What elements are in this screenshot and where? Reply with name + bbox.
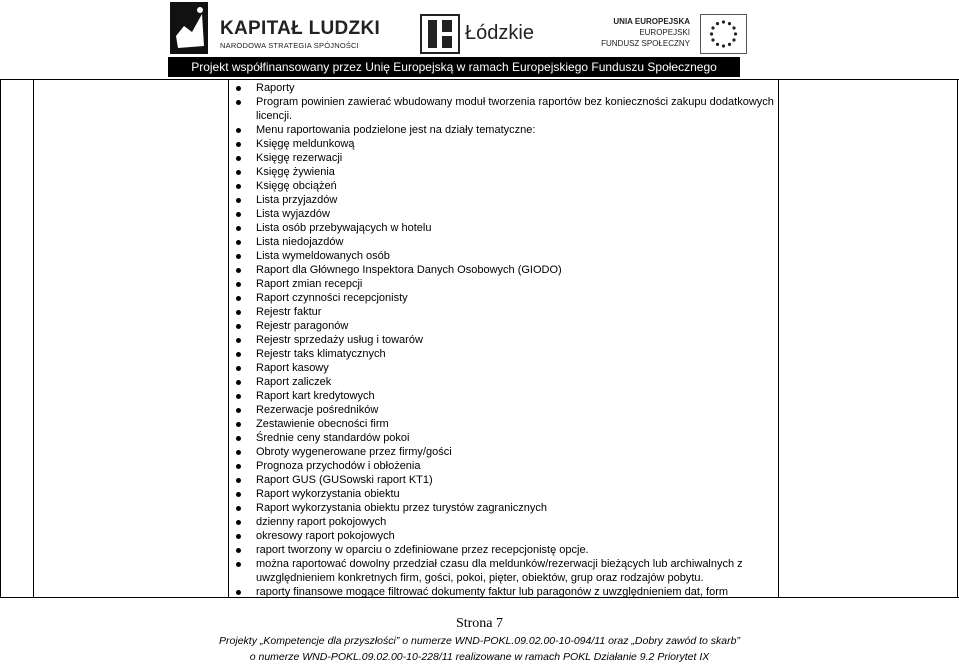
list-item: Zestawienie obecności firm [236,417,776,431]
lodzkie-logo [420,14,550,56]
bullet-icon [236,478,241,483]
bullet-icon [236,268,241,273]
bullet-icon [236,548,241,553]
list-item: Średnie ceny standardów pokoi [236,431,776,445]
bullet-icon [236,338,241,343]
list-item: raport tworzony w oparciu o zdefiniowane przez recepcjonistę opcje. [236,543,776,557]
list-item: Raporty [236,81,776,95]
bullet-icon [236,296,241,301]
project-banner: Projekt współfinansowany przez Unię Europejską w ramach Europejskiego Funduszu Społecznego [168,57,740,77]
bullet-icon [236,520,241,525]
bullet-icon [236,324,241,329]
eu-line-1: UNIA EUROPEJSKA [613,17,690,26]
bullet-icon [236,86,241,91]
eu-line-3: FUNDUSZ SPOŁECZNY [601,39,690,48]
bullet-icon [236,506,241,511]
list-item: Raport wykorzystania obiektu przez turystów zagranicznych [236,501,776,515]
list-item: Lista osób przebywających w hotelu [236,221,776,235]
bullet-icon [236,590,241,595]
bullet-icon [236,226,241,231]
bullet-icon [236,170,241,175]
lodzkie-text: Łódzkie [465,22,534,44]
list-item: Obroty wygenerowane przez firmy/gości [236,445,776,459]
kapital-ludzki-logo [170,2,381,56]
page-number: Strona 7 [455,616,504,631]
list-item: Lista niedojazdów [236,235,776,249]
bullet-icon [236,380,241,385]
table-col-divider [778,79,779,598]
list-item: Raport dla Głównego Inspektora Danych Osobowych (GIODO) [236,263,776,277]
list-item: Rejestr paragonów [236,319,776,333]
table-col-divider [33,79,34,598]
bullet-icon [236,450,241,455]
bullet-icon [236,128,241,133]
table-col-divider [228,79,229,598]
bullet-icon [236,562,241,567]
list-item: Raport wykorzystania obiektu [236,487,776,501]
list-item: Raport czynności recepcjonisty [236,291,776,305]
bullet-icon [236,184,241,189]
bullet-icon [236,534,241,539]
bullet-icon [236,212,241,217]
bullet-icon [236,254,241,259]
list-item: okresowy raport pokojowych [236,529,776,543]
list-item: Menu raportowania podzielone jest na działy tematyczne: [236,123,776,137]
bullet-icon [236,464,241,469]
bullet-icon [236,422,241,427]
list-item: raporty finansowe mogące filtrować dokumenty faktur lub paragonów z uwzględnieniem dat, form [236,585,776,599]
list-item: Prognoza przychodów i obłożenia [236,459,776,473]
list-item: Raport zaliczek [236,375,776,389]
footer-line-1: Projekty „Kompetencje dla przyszłości” o numerze WND-POKL.09.02.00-10-094/11 oraz „Dobry zawód to skarb” [219,635,740,647]
list-item: Rejestr faktur [236,305,776,319]
list-item: można raportować dowolny przedział czasu dla meldunków/rezerwacji bieżących lub archiwalnych z uwzględnieniem konkretnych firm, gości, pokoi, pięter, obiektów, grup oraz rodzajów pobytu. [236,557,776,585]
kapital-ludzki-subtitle: NARODOWA STRATEGIA SPÓJNOŚCI [220,41,359,50]
list-item: Lista wyjazdów [236,207,776,221]
list-item: Księgę żywienia [236,165,776,179]
bullet-icon [236,198,241,203]
bullet-icon [236,394,241,399]
list-item: Lista wymeldowanych osób [236,249,776,263]
list-item: Księgę meldunkową [236,137,776,151]
bullet-icon [236,142,241,147]
list-item: dzienny raport pokojowych [236,515,776,529]
bullet-icon [236,436,241,441]
kapital-ludzki-title: KAPITAŁ LUDZKI [220,18,381,39]
bullet-icon [236,310,241,315]
table-col-divider [957,79,958,598]
footer-line-2: o numerze WND-POKL.09.02.00-10-228/11 realizowane w ramach POKL Działanie 9.2 Priorytet IX [249,651,710,663]
list-item: Raport kart kredytowych [236,389,776,403]
report-list [236,81,776,599]
list-item: Raport zmian recepcji [236,277,776,291]
list-item: Lista przyjazdów [236,193,776,207]
list-item: Rejestr taks klimatycznych [236,347,776,361]
list-item: Księgę rezerwacji [236,151,776,165]
bullet-icon [236,240,241,245]
eu-logo [600,12,750,56]
bullet-icon [236,282,241,287]
bullet-icon [236,100,241,105]
bullet-icon [236,492,241,497]
eu-line-2: EUROPEJSKI [639,28,690,37]
kapital-ludzki-flag-icon [170,2,208,54]
eu-flag-icon [700,14,747,54]
list-item: Raport kasowy [236,361,776,375]
bullet-icon [236,366,241,371]
list-item: Program powinien zawierać wbudowany moduł tworzenia raportów bez konieczności zakupu dodatkowych licencji. [236,95,776,123]
list-item: Księgę obciążeń [236,179,776,193]
list-item: Rezerwacje pośredników [236,403,776,417]
table-top-border [0,79,959,80]
bullet-icon [236,352,241,357]
lodzkie-emblem-icon [420,14,460,54]
bullet-icon [236,408,241,413]
eu-text [600,16,690,49]
list-item: Raport GUS (GUSowski raport KT1) [236,473,776,487]
bullet-icon [236,156,241,161]
list-item: Rejestr sprzedaży usług i towarów [236,333,776,347]
table-col-divider [0,79,1,598]
